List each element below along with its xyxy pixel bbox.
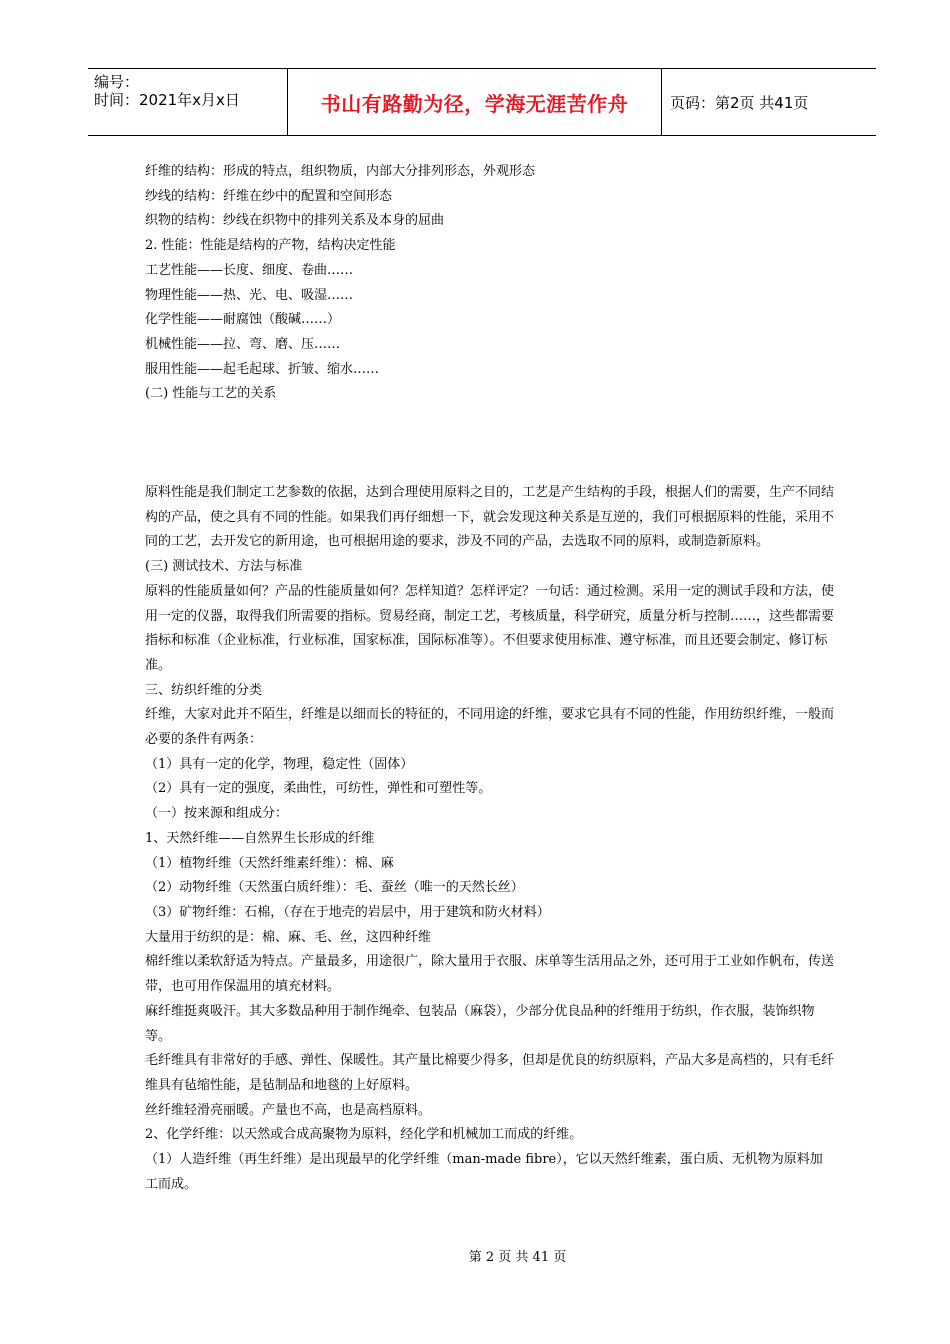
document-body [145,160,835,1197]
header-page-number: 页码：第2页 共41页 [670,93,809,112]
paragraph: （1）具有一定的化学，物理，稳定性（固体） [145,756,414,772]
paragraph: 1、天然纤维——自然界生长形成的纤维 [145,830,375,846]
paragraph: 机械性能——拉、弯、磨、压…… [145,336,341,352]
paragraph: （1）植物纤维（天然纤维素纤维）：棉、麻 [145,855,394,871]
page-header [88,68,876,136]
paragraph: （一）按来源和组成分： [145,806,289,822]
page-footer: 第 2 页 共 41 页 [468,1250,567,1265]
paragraph: 原料性能是我们制定工艺参数的依据，达到合理使用原料之目的，工艺是产生结构的手段，根据人们的需要，生产不同结构的产品，使之具有不同的性能。如果我们再仔细想一下，就会发现这种关系是互逆的，我们可根据原料的性能，采用不同的工艺，去开发它的新用途，也可根据用途的要求，涉及不同的产品，去选取不同的原料，或制造新原料。 [145,485,835,550]
paragraph: 丝纤维轻滑亮丽暖。产量也不高，也是高档原料。 [145,1102,432,1118]
header-page-cell [662,69,876,135]
paragraph: (三) 测试技术、方法与标准 [145,559,303,575]
paragraph: 三、纺织纤维的分类 [145,682,263,698]
document-number-label: 编号： [94,73,140,91]
paragraph: 麻纤维挺爽吸汗。其大多数品种用于制作绳牵、包装品（麻袋），少部分优良品种的纤维用于纺织，作衣服，装饰织物等。 [145,1003,815,1044]
paragraph: （3）矿物纤维：石棉，（存在于地壳的岩层中，用于建筑和防火材料） [145,904,550,920]
paragraph: 原料的性能质量如何？产品的性能质量如何？怎样知道？怎样评定？一句话：通过检测。采用一定的测试手段和方法，使用一定的仪器，取得我们所需要的指标。贸易经商，制定工艺，考核质量，科学研究，质量分析与控制……，这些都需要指标和标准（企业标准，行业标准，国家标准，国际标准等）。不但要求使用标准、遵守标准，而且还要会制定、修订标准。 [145,583,835,673]
paragraph: 2. 性能：性能是结构的产物，结构决定性能 [145,238,396,254]
paragraph: 2、化学纤维：以天然或合成高聚物为原料，经化学和机械加工而成的纤维。 [145,1127,583,1143]
paragraph-group-structure [145,160,835,407]
paragraph: （1）人造纤维（再生纤维）是出现最早的化学纤维（man-made fibre），它以天然纤维素，蛋白质、无机物为原料加工而成。 [145,1152,823,1192]
paragraph: (二) 性能与工艺的关系 [145,386,277,402]
paragraph: 物理性能——热、光、电、吸湿…… [145,287,354,303]
header-meta-cell [88,69,288,135]
paragraph-group-main [145,481,835,1197]
paragraph: 工艺性能——长度、细度、卷曲…… [145,262,354,278]
paragraph: （2）动物纤维（天然蛋白质纤维）：毛、蚕丝（唯一的天然长丝） [145,880,524,896]
paragraph: 纤维，大家对此并不陌生，纤维是以细而长的特征的，不同用途的纤维，要求它具有不同的性能，作用纺织纤维，一般而必要的条件有两条： [145,707,835,748]
paragraph: 纤维的结构：形成的特点，组织物质，内部大分排列形态，外观形态 [145,164,536,179]
document-time-label: 时间：2021年x月x日 [94,91,240,109]
paragraph: 化学性能——耐腐蚀（酸碱……） [145,312,341,328]
paragraph: 服用性能——起毛起球、折皱、缩水…… [145,361,380,377]
paragraph: （2）具有一定的强度，柔曲性，可纺性，弹性和可塑性等。 [145,781,492,797]
paragraph: 大量用于纺织的是：棉、麻、毛、丝，这四种纤维 [145,929,432,945]
blank-gap [145,407,835,481]
header-motto: 书山有路勤为径，学海无涯苦作舟 [320,91,629,116]
paragraph: 毛纤维具有非常好的手感、弹性、保暖性。其产量比棉要少得多，但却是优良的纺织原料，产品大多是高档的，只有毛纤维具有毡缩性能，是毡制品和地毯的上好原料。 [145,1053,835,1093]
header-motto-cell [288,69,662,135]
paragraph: 棉纤维以柔软舒适为特点。产量最多，用途很广，除大量用于衣服、床单等生活用品之外，还可用于工业如作帆布，传送带，也可用作保温用的填充材料。 [145,954,835,995]
paragraph: 纱线的结构：纤维在纱中的配置和空间形态 [145,188,393,204]
paragraph: 织物的结构：纱线在织物中的排列关系及本身的屈曲 [145,213,445,229]
